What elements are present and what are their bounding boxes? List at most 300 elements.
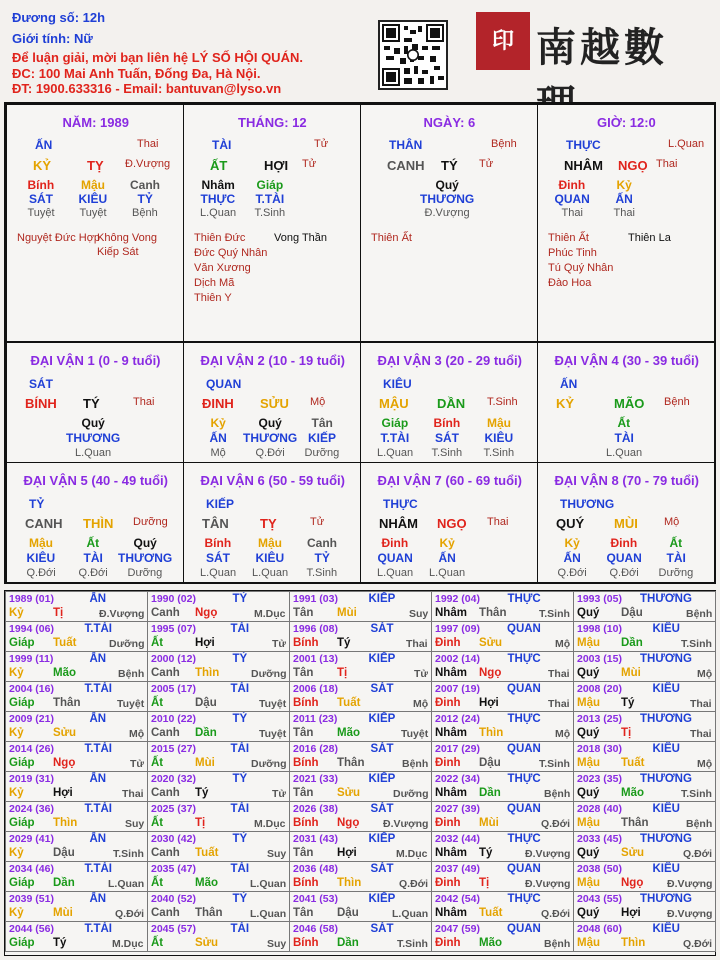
hidden-stem-star: KIÊU — [255, 551, 285, 565]
year-phase: Tử — [414, 668, 429, 680]
annual-year-cell[interactable] — [5, 831, 148, 862]
year-stem: Quý — [577, 907, 600, 919]
annual-year-cell[interactable] — [5, 891, 148, 922]
annual-year-cell[interactable] — [289, 861, 432, 892]
year-branch: Dậu — [195, 697, 217, 709]
year-stem: Quý — [577, 667, 600, 679]
year-star: THƯƠNG — [640, 653, 692, 665]
year-branch: Dần — [621, 637, 643, 649]
hidden-stem-star: QUAN — [554, 192, 590, 206]
year-stem: Đinh — [435, 757, 461, 769]
annual-year-cell[interactable] — [5, 861, 148, 892]
annual-year-cell[interactable] — [431, 621, 574, 652]
year-phase: Suy — [267, 848, 287, 860]
dai-van-stem: MẬU — [379, 396, 409, 411]
hidden-stem-star: THƯƠNG — [420, 192, 475, 206]
year-star: ẤN — [89, 773, 107, 785]
year-stem: Ất — [151, 937, 164, 949]
year-phase: Bệnh — [544, 788, 571, 800]
annual-year-cell[interactable] — [573, 741, 716, 772]
annual-year-cell[interactable] — [431, 831, 574, 862]
annual-year-cell[interactable] — [147, 711, 290, 742]
pillar-heavenly-stem: NHÂM — [564, 158, 603, 173]
year-branch: Tị — [337, 667, 348, 679]
annual-year-cell[interactable] — [147, 621, 290, 652]
annual-year-cell[interactable] — [147, 681, 290, 712]
annual-year-cell[interactable] — [289, 711, 432, 742]
hidden-stem-star: THƯƠNG — [66, 431, 121, 445]
hidden-stem: Giáp — [381, 416, 409, 430]
year-phase: M.Dục — [112, 938, 144, 950]
annual-year-cell[interactable] — [289, 651, 432, 682]
annual-year-cell[interactable] — [289, 621, 432, 652]
year-label: 2027 (39) — [435, 803, 480, 815]
dai-van-title: ĐẠI VẬN 3 (20 - 29 tuổi) — [377, 353, 522, 368]
hidden-stem-phase: Thai — [561, 207, 583, 219]
year-branch: Mùi — [53, 907, 73, 919]
year-stem: Bính — [293, 637, 319, 649]
year-star: QUAN — [507, 683, 541, 695]
contact-address: ĐC: 100 Mai Anh Tuấn, Đống Đa, Hà Nội. — [12, 66, 261, 81]
hidden-stem: Kỷ — [564, 536, 580, 550]
annual-year-cell[interactable] — [573, 891, 716, 922]
annual-year-cell[interactable] — [5, 681, 148, 712]
year-branch: Tuất — [53, 637, 77, 649]
year-label: 2007 (19) — [435, 683, 480, 695]
year-phase: L.Quan — [392, 908, 429, 920]
annual-year-cell[interactable] — [5, 741, 148, 772]
annual-year-cell[interactable] — [5, 921, 148, 952]
hidden-stem-star: KIÊU — [78, 192, 108, 206]
year-label: 2034 (46) — [9, 863, 54, 875]
year-star: T.TÀI — [84, 683, 112, 695]
year-label: 2025 (37) — [151, 803, 196, 815]
annual-year-cell[interactable] — [289, 921, 432, 952]
year-stem: Quý — [577, 727, 600, 739]
annual-year-cell[interactable] — [5, 711, 148, 742]
year-phase: T.Sinh — [539, 608, 570, 620]
year-branch: Mão — [337, 727, 360, 739]
annual-year-cell[interactable] — [573, 591, 716, 622]
dai-van-cell[interactable] — [360, 342, 538, 463]
annual-year-cell[interactable] — [573, 831, 716, 862]
dai-van-cell[interactable] — [183, 462, 361, 583]
year-label: 1989 (01) — [9, 593, 54, 605]
annual-year-cell[interactable] — [147, 801, 290, 832]
dai-van-stem: BÍNH — [25, 396, 57, 411]
annual-year-cell[interactable] — [573, 801, 716, 832]
year-phase: Q.Đới — [541, 818, 571, 830]
year-stem: Nhâm — [435, 607, 467, 619]
hidden-stem: Đinh — [610, 536, 638, 550]
annual-year-cell[interactable] — [5, 771, 148, 802]
hidden-stem-star: QUAN — [377, 551, 413, 565]
year-label: 2018 (30) — [577, 743, 622, 755]
annual-year-cell[interactable] — [147, 591, 290, 622]
pillar-cell[interactable] — [360, 104, 538, 342]
annual-year-cell[interactable] — [147, 771, 290, 802]
year-branch: Dần — [337, 937, 359, 949]
year-branch: Tý — [479, 847, 493, 859]
year-label: 2031 (43) — [293, 833, 338, 845]
year-stem: Ất — [151, 697, 164, 709]
annual-year-cell[interactable] — [431, 591, 574, 622]
annual-year-cell[interactable] — [573, 771, 716, 802]
dai-van-cell[interactable] — [537, 342, 715, 463]
hidden-stem: Bính — [27, 178, 55, 192]
year-phase: M.Dục — [396, 848, 428, 860]
year-star: QUAN — [507, 863, 541, 875]
year-branch: Ngọ — [621, 877, 644, 889]
dai-van-phase: Bệnh — [664, 396, 690, 408]
year-stem: Giáp — [9, 877, 35, 889]
hidden-stem-phase: Dưỡng — [304, 447, 340, 459]
year-phase: Suy — [409, 608, 429, 620]
year-branch: Mùi — [195, 757, 215, 769]
subject-hour: Đương số: 12h — [12, 10, 106, 25]
brand-logo — [476, 12, 706, 74]
annual-year-cell[interactable] — [431, 891, 574, 922]
dai-van-stem-star: THỰC — [383, 497, 418, 511]
year-branch: Thân — [337, 757, 365, 769]
year-branch: Hợi — [621, 907, 641, 919]
hidden-stem: Quý — [435, 178, 459, 192]
hidden-stem-star: THƯƠNG — [243, 431, 298, 445]
dai-van-cell[interactable] — [537, 462, 715, 583]
contact-phone-email: ĐT: 1900.633316 - Email: bantuvan@lyso.vn — [12, 81, 282, 96]
year-star: ẤN — [89, 713, 107, 725]
dai-van-title: ĐẠI VẬN 6 (50 - 59 tuổi) — [200, 473, 345, 488]
year-label: 2020 (32) — [151, 773, 196, 785]
year-star: THƯƠNG — [640, 833, 692, 845]
year-label: 2009 (21) — [9, 713, 54, 725]
hidden-stem-phase: Tuyệt — [27, 207, 55, 219]
special-star: Phúc Tinh — [548, 247, 597, 259]
year-stem: Đinh — [435, 817, 461, 829]
hidden-stem-phase: Thai — [613, 207, 635, 219]
year-stem: Kỷ — [9, 787, 24, 799]
year-stem: Tân — [293, 607, 314, 619]
hidden-stem-star: TỶ — [314, 551, 330, 565]
hidden-stem-phase: L.Quan — [606, 447, 643, 459]
hidden-stem: Giáp — [256, 178, 284, 192]
year-phase: Mộ — [129, 728, 145, 740]
pillar-branch-phase: Tử — [302, 158, 317, 170]
pillar-earthly-branch: HỢI — [264, 158, 289, 173]
year-label: 2000 (12) — [151, 653, 196, 665]
year-label: 2024 (36) — [9, 803, 54, 815]
year-label: 1999 (11) — [9, 653, 54, 665]
annual-year-cell[interactable] — [573, 711, 716, 742]
year-phase: T.Sinh — [681, 788, 712, 800]
year-branch: Mão — [479, 937, 502, 949]
pillar-stem-phase: L.Quan — [668, 138, 705, 150]
annual-year-cell[interactable] — [289, 801, 432, 832]
year-label: 2037 (49) — [435, 863, 480, 875]
year-star: KIẾP — [368, 773, 396, 785]
year-phase: Thai — [406, 638, 428, 650]
year-stem: Canh — [151, 787, 180, 799]
annual-year-cell[interactable] — [147, 831, 290, 862]
annual-year-cell[interactable] — [431, 921, 574, 952]
year-stem: Nhâm — [435, 667, 467, 679]
year-stem: Giáp — [9, 757, 35, 769]
hidden-stem-phase: Mộ — [210, 447, 226, 459]
year-phase: Thai — [122, 788, 144, 800]
year-branch: Dậu — [337, 907, 359, 919]
hidden-stem-phase: L.Quan — [252, 567, 289, 579]
year-branch: Dần — [53, 877, 75, 889]
year-star: QUAN — [507, 623, 541, 635]
annual-year-cell[interactable] — [573, 681, 716, 712]
year-branch: Hợi — [195, 637, 215, 649]
year-phase: Thai — [548, 668, 570, 680]
year-star: KIẾP — [368, 893, 396, 905]
annual-luck-table — [4, 590, 716, 956]
year-star: T.TÀI — [84, 623, 112, 635]
annual-year-cell[interactable] — [573, 651, 716, 682]
annual-year-cell[interactable] — [431, 771, 574, 802]
hidden-stem: Ất — [617, 416, 631, 430]
year-branch: Mão — [53, 667, 76, 679]
annual-year-cell[interactable] — [573, 621, 716, 652]
year-label: 1996 (08) — [293, 623, 338, 635]
pillar-heavenly-stem: ẤT — [210, 158, 228, 173]
hidden-stem-phase: T.Sinh — [254, 207, 286, 219]
annual-year-cell[interactable] — [147, 741, 290, 772]
year-star: KIÊU — [652, 743, 680, 755]
annual-year-cell[interactable] — [5, 621, 148, 652]
annual-year-cell[interactable] — [147, 861, 290, 892]
year-stem: Kỷ — [9, 847, 24, 859]
year-label: 2002 (14) — [435, 653, 480, 665]
hidden-stem: Mậu — [29, 536, 53, 550]
pillar-stem-star: THÂN — [389, 138, 423, 152]
year-phase: Mộ — [697, 668, 713, 680]
dai-van-title: ĐẠI VẬN 2 (10 - 19 tuổi) — [200, 353, 345, 368]
dai-van-stem: QUÝ — [556, 516, 585, 531]
annual-year-cell[interactable] — [431, 651, 574, 682]
annual-year-cell[interactable] — [289, 591, 432, 622]
year-label: 2016 (28) — [293, 743, 338, 755]
year-phase: Thai — [548, 698, 570, 710]
year-label: 1997 (09) — [435, 623, 480, 635]
dai-van-stem-star: SÁT — [29, 377, 53, 391]
year-stem: Bính — [293, 817, 319, 829]
year-stem: Kỷ — [9, 667, 24, 679]
year-label: 1994 (06) — [9, 623, 54, 635]
dai-van-phase: T.Sinh — [487, 396, 518, 408]
annual-year-cell[interactable] — [5, 801, 148, 832]
annual-year-cell[interactable] — [289, 831, 432, 862]
year-phase: M.Dục — [254, 818, 286, 830]
hidden-stem: Canh — [130, 178, 160, 192]
year-star: KIÊU — [652, 623, 680, 635]
dai-van-branch: MÙI — [614, 516, 638, 531]
year-stem: Tân — [293, 727, 314, 739]
hidden-stem-phase: Q.Đới — [78, 567, 108, 579]
hidden-stem-phase: Q.Đới — [609, 567, 639, 579]
annual-year-cell[interactable] — [289, 891, 432, 922]
year-stem: Kỷ — [9, 907, 24, 919]
annual-year-cell[interactable] — [289, 771, 432, 802]
pillar-cell[interactable] — [183, 104, 361, 342]
year-star: QUAN — [507, 803, 541, 815]
year-star: KIÊU — [652, 683, 680, 695]
year-label: 2006 (18) — [293, 683, 338, 695]
annual-year-cell[interactable] — [147, 651, 290, 682]
year-phase: Mộ — [697, 758, 713, 770]
dai-van-branch: SỬU — [260, 396, 289, 411]
pillar-cell[interactable] — [537, 104, 715, 342]
annual-year-cell[interactable] — [431, 741, 574, 772]
year-label: 2013 (25) — [577, 713, 622, 725]
annual-year-cell[interactable] — [431, 861, 574, 892]
year-branch: Dậu — [621, 607, 643, 619]
special-star: Tú Quý Nhân — [548, 262, 614, 274]
year-star: KIÊU — [652, 863, 680, 875]
year-label: 2041 (53) — [293, 893, 338, 905]
pillar-stem-star: ẤN — [35, 138, 53, 152]
pillar-branch-phase: Tử — [479, 158, 494, 170]
hidden-stem-phase: L.Quan — [200, 567, 237, 579]
dai-van-cell[interactable] — [6, 462, 184, 583]
hidden-stem: Đinh — [558, 178, 586, 192]
year-phase: Đ.Vượng — [525, 848, 571, 860]
year-branch: Sửu — [195, 937, 219, 949]
year-branch: Thân — [621, 817, 649, 829]
year-star: TỶ — [232, 593, 248, 605]
hidden-stem-phase: L.Quan — [377, 567, 414, 579]
year-phase: Đ.Vượng — [525, 878, 571, 890]
annual-year-cell[interactable] — [431, 711, 574, 742]
dai-van-stem-star: QUAN — [206, 377, 242, 391]
year-stem: Bính — [293, 697, 319, 709]
year-star: SÁT — [370, 623, 394, 635]
year-phase: Bệnh — [118, 668, 145, 680]
hidden-stem-phase: T.Sinh — [431, 447, 463, 459]
annual-year-cell[interactable] — [147, 891, 290, 922]
annual-year-cell[interactable] — [431, 801, 574, 832]
dai-van-branch: TỴ — [260, 516, 277, 531]
hidden-stem: Ất — [86, 536, 100, 550]
hidden-stem-star: ẤN — [209, 431, 227, 445]
year-branch: Mùi — [621, 667, 641, 679]
year-branch: Tuất — [479, 907, 503, 919]
year-star: THƯƠNG — [640, 593, 692, 605]
year-star: T.TÀI — [84, 743, 112, 755]
annual-year-cell[interactable] — [5, 591, 148, 622]
year-label: 1995 (07) — [151, 623, 196, 635]
year-stem: Giáp — [9, 637, 35, 649]
dai-van-phase: Mộ — [664, 516, 680, 528]
year-stem: Kỷ — [9, 727, 24, 739]
year-star: KIẾP — [368, 593, 396, 605]
year-label: 2004 (16) — [9, 683, 54, 695]
year-stem: Mậu — [577, 877, 600, 889]
pillar-title: THÁNG: 12 — [238, 115, 307, 130]
pillar-stem-star: TÀI — [212, 138, 232, 152]
hidden-stem-star: KIẾP — [308, 431, 337, 445]
year-star: THỰC — [507, 593, 541, 605]
annual-year-cell[interactable] — [431, 681, 574, 712]
year-stem: Canh — [151, 727, 180, 739]
dai-van-cell[interactable] — [6, 342, 184, 463]
year-branch: Tị — [195, 817, 206, 829]
hidden-stem-star: ẤN — [563, 551, 581, 565]
hidden-stem: Kỷ — [210, 416, 226, 430]
annual-year-cell[interactable] — [573, 861, 716, 892]
pillar-branch-phase: Thai — [656, 158, 678, 170]
year-star: THỰC — [507, 713, 541, 725]
special-star: Nguyệt Đức Hợp — [17, 232, 101, 244]
year-phase: Tuyệt — [259, 698, 287, 710]
year-label: 1991 (03) — [293, 593, 338, 605]
pillar-cell[interactable] — [6, 104, 184, 342]
year-stem: Bính — [293, 937, 319, 949]
hidden-stem-star: ẤN — [438, 551, 456, 565]
year-stem: Ất — [151, 817, 164, 829]
year-stem: Mậu — [577, 937, 600, 949]
year-star: TÀI — [230, 743, 250, 755]
dai-van-cell[interactable] — [360, 462, 538, 583]
hidden-stem-phase: Q.Đới — [557, 567, 587, 579]
year-label: 2014 (26) — [9, 743, 54, 755]
year-label: 1990 (02) — [151, 593, 196, 605]
year-label: 1992 (04) — [435, 593, 480, 605]
dai-van-stem-star: KIẾP — [206, 497, 235, 511]
hidden-stem: Quý — [81, 416, 105, 430]
year-branch: Thìn — [337, 877, 362, 889]
special-star: Kiếp Sát — [97, 246, 139, 258]
year-star: KIẾP — [368, 653, 396, 665]
year-label: 2048 (60) — [577, 923, 622, 935]
hidden-stem: Quý — [258, 416, 282, 430]
dai-van-stem-star: KIÊU — [383, 377, 412, 391]
hidden-stem: Bính — [204, 536, 232, 550]
annual-year-cell[interactable] — [5, 651, 148, 682]
year-phase: Tử — [272, 638, 287, 650]
annual-year-cell[interactable] — [573, 921, 716, 952]
special-star: Thiên Y — [194, 292, 232, 304]
year-label: 2005 (17) — [151, 683, 196, 695]
dai-van-cell[interactable] — [183, 342, 361, 463]
pillar-stem-phase: Bệnh — [491, 138, 517, 150]
year-stem: Quý — [577, 847, 600, 859]
annual-year-cell[interactable] — [289, 681, 432, 712]
annual-year-cell[interactable] — [289, 741, 432, 772]
dai-van-title: ĐẠI VẬN 8 (70 - 79 tuổi) — [554, 473, 699, 488]
year-phase: Dưỡng — [251, 758, 287, 770]
year-label: 2038 (50) — [577, 863, 622, 875]
qr-code[interactable] — [378, 20, 448, 90]
year-star: TỶ — [232, 833, 248, 845]
year-label: 1998 (10) — [577, 623, 622, 635]
year-stem: Đinh — [435, 697, 461, 709]
pillar-stem-phase: Thai — [137, 138, 159, 150]
year-branch: Sửu — [337, 787, 361, 799]
year-branch: Mão — [195, 877, 218, 889]
year-phase: T.Sinh — [539, 758, 570, 770]
hidden-stem: Canh — [307, 536, 337, 550]
hidden-stem-phase: Dưỡng — [127, 567, 163, 579]
year-stem: Canh — [151, 607, 180, 619]
special-star: Thiên Ất — [548, 232, 589, 244]
year-star: SÁT — [370, 683, 394, 695]
year-branch: Ngọ — [195, 607, 218, 619]
annual-year-cell[interactable] — [147, 921, 290, 952]
year-star: TÀI — [230, 863, 250, 875]
